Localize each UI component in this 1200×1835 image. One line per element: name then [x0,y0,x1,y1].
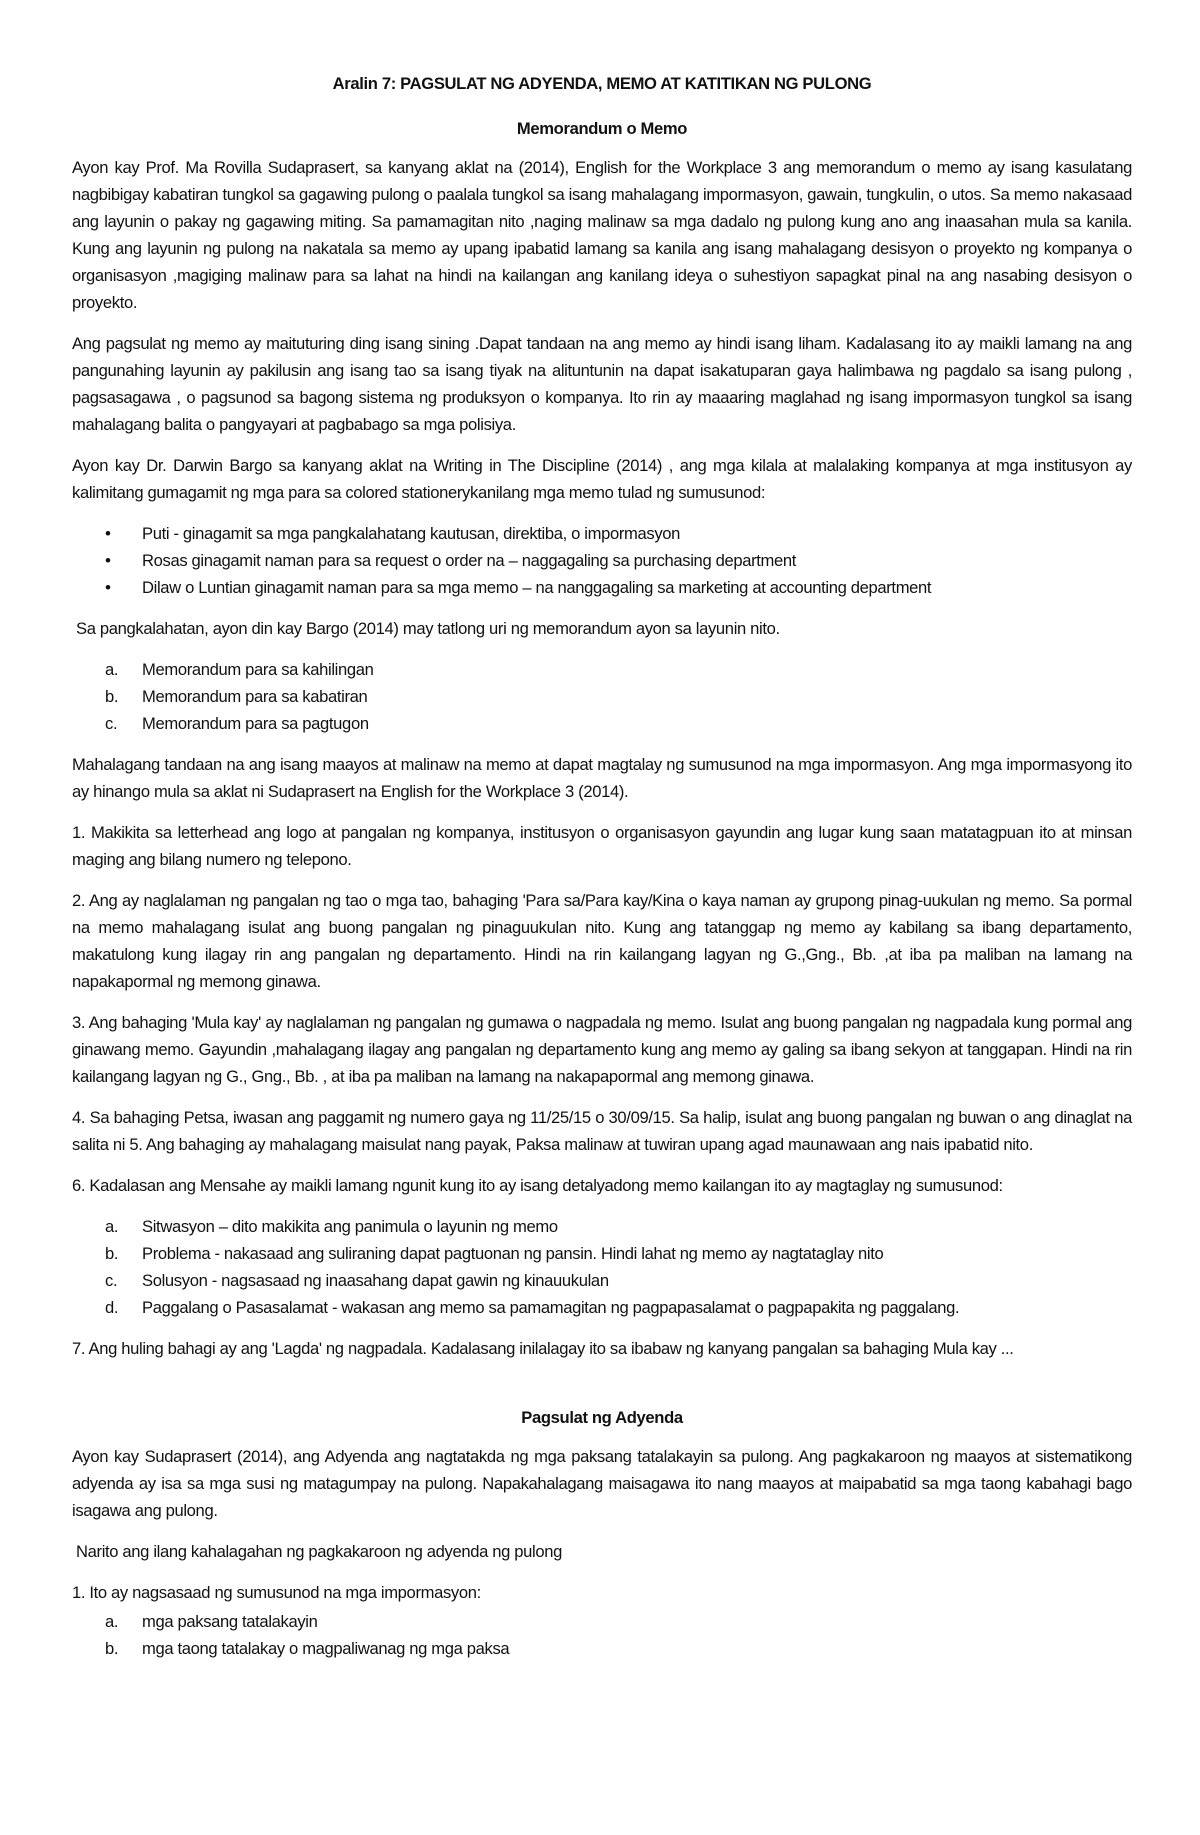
paragraph-memo-art: Ang pagsulat ng memo ay maituturing ding isang sining .Dapat tandaan na ang memo ay hindi isang liham. Kadalasang ito ay maikli lamang na ang pangunahing layunin ay pakilusin ang isang tao sa isang tiyak na alituntunin na dapat isakatuparan gaya halimbawa ng pagdalo sa isang pulong , pagsasagawa , o pagsunod sa bagong sistema ng produksyon o kompanya. Ito rin ay maaaring maglahad ng isang impormasyon tungkol sa isang mahalagang balita o pangyayari at pagbabago sa mga polisiya. [72,334,1132,434]
list-marker: a. [105,1217,119,1236]
message-parts-list [72,1213,1132,1321]
list-text: mga taong tatalakay o magpaliwanag ng mga paksa [142,1639,510,1658]
list-text: Memorandum para sa pagtugon [142,714,369,733]
memo-type-item [72,656,1132,683]
message-part-item [72,1294,1132,1321]
paragraph-bargo-colors: Ayon kay Dr. Darwin Bargo sa kanyang aklat na Writing in The Discipline (2014) , ang mga kilala at malalaking kompanya at mga institusyon ay kalimitang gumagamit ng mga para sa colored stationerykanilang mga memo tulad ng sumusunod: [72,456,1132,502]
list-marker: b. [105,1639,119,1658]
memo-type-item [72,710,1132,737]
list-text: Memorandum para sa kabatiran [142,687,368,706]
color-item-yellow-green: • Dilaw o Luntian ginagamit naman para sa mga memo – na nanggagaling sa marketing at accounting department [72,574,1132,601]
numbered-item-4: 4. Sa bahaging Petsa, iwasan ang paggamit ng numero gaya ng 11/25/15 o 30/09/15. Sa halip, isulat ang buong pangalan ng buwan o ang dinaglat na salita ni 5. Ang bahaging ay mahalagang maisulat nang payak, Paksa malinaw at tuwiran upang agad maunawaan ang nais ipabatid nito. [72,1108,1132,1154]
numbered-item-3: 3. Ang bahaging 'Mula kay' ay naglalaman ng pangalan ng gumawa o nagpadala ng memo. Isulat ang buong pangalan ng nagpadala kung pormal ang ginawang memo. Gayundin ,mahalagang ilagay ang pangalan ng departamento kung ang memo ay galing sa ibang sekyon at tanggapan. Hindi na rin kailangang lagyan ng G., Gng., Bb. , at iba pa maliban na lamang na nakapapormal ang memong ginawa. [72,1013,1132,1086]
list-marker: d. [105,1298,119,1317]
agenda-info-item [72,1608,1132,1635]
list-marker: c. [105,714,118,733]
list-marker: a. [105,660,119,679]
paragraph-memo-types-intro: Sa pangkalahatan, ayon din kay Bargo (2014) may tatlong uri ng memorandum ayon sa layunin nito. [76,619,780,638]
list-text: Sitwasyon – dito makikita ang panimula o layunin ng memo [142,1217,558,1236]
paragraph-memo-contents: Mahalagang tandaan na ang isang maayos at malinaw na memo at dapat magtalay ng sumusunod na mga impormasyon. Ang mga impormasyong ito ay hinango mula sa aklat ni Sudaprasert na English for the Workplace 3 (2014). [72,755,1132,801]
agenda-info-list [72,1608,1132,1662]
paragraph-memo-definition: Ayon kay Prof. Ma Rovilla Sudaprasert, sa kanyang aklat na (2014), English for the Workplace 3 ang memorandum o memo ay isang kasulatang nagbibigay kabatiran tungkol sa gagawing pulong o paalala tungkol sa isang mahalagang impormasyon, gawain, tungkulin, o utos. Sa memo nakasaad ang layunin o pakay ng gagawing miting. Sa pamamagitan nito ,naging malinaw sa mga dadalo ng pulong kung ano ang inaasahan mula sa kanila. Kung ang layunin ng pulong na nakatala sa memo ay upang ipabatid lamang sa kanila ang isang mahalagang desisyon o proyekto ng kompanya o organisasyon ,magiging malinaw para sa lahat na hindi na kailangan ang kanilang ideya o suhestiyon sapagkat pinal na ang nasabing desisyon o proyekto. [72,158,1132,312]
memo-types-list [72,656,1132,737]
list-text: mga paksang tatalakayin [142,1612,318,1631]
list-marker: b. [105,687,119,706]
color-list [72,520,1132,601]
numbered-item-7: 7. Ang huling bahagi ay ang 'Lagda' ng nagpadala. Kadalasang inilalagay ito sa ibabaw ng kanyang pangalan sa bahaging Mula kay ... [72,1339,1014,1358]
numbered-item-1: 1. Makikita sa letterhead ang logo at pangalan ng kompanya, institusyon o organisasyon gayundin ang lugar kung saan matatagpuan ito at minsan maging ang bilang numero ng telepono. [72,823,1132,869]
color-item-pink: • Rosas ginagamit naman para sa request o order na – naggagaling sa purchasing department [72,547,1132,574]
agenda-info-item [72,1635,1132,1662]
list-marker: b. [105,1244,119,1263]
lesson-title: Aralin 7: PAGSULAT NG ADYENDA, MEMO AT KATITIKAN NG PULONG [332,74,872,93]
paragraph-agenda-definition: Ayon kay Sudaprasert (2014), ang Adyenda ang nagtatakda ng mga paksang tatalakayin sa pulong. Ang pagkakaroon ng maayos at sistematikong adyenda ay isa sa mga susi ng matagumpay na pulong. Napakahalagang maisagawa ito nang maayos at maipabatid sa mga taong kabahagi bago isagawa ang pulong. [72,1447,1132,1520]
agenda-item-1: 1. Ito ay nagsasaad ng sumusunod na mga impormasyon: [72,1583,481,1602]
memo-type-item [72,683,1132,710]
message-part-item [72,1213,1132,1240]
agenda-heading: Pagsulat ng Adyenda [521,1408,683,1427]
list-text: Memorandum para sa kahilingan [142,660,374,679]
paragraph-agenda-importance: Narito ang ilang kahalagahan ng pagkakaroon ng adyenda ng pulong [76,1542,562,1561]
list-text: Paggalang o Pasasalamat - wakasan ang memo sa pamamagitan ng pagpapasalamat o pagpapakita ng paggalang. [142,1298,960,1317]
list-text: Solusyon - nagsasaad ng inaasahang dapat gawin ng kinauukulan [142,1271,609,1290]
list-text: Problema - nakasaad ang suliraning dapat pagtuonan ng pansin. Hindi lahat ng memo ay nagtataglay nito [142,1244,884,1263]
color-item-white: • Puti - ginagamit sa mga pangkalahatang kautusan, direktiba, o impormasyon [72,520,1132,547]
list-marker: c. [105,1271,118,1290]
message-part-item [72,1240,1132,1267]
message-part-item [72,1267,1132,1294]
memo-heading: Memorandum o Memo [516,119,688,138]
numbered-item-6: 6. Kadalasan ang Mensahe ay maikli lamang ngunit kung ito ay isang detalyadong memo kailangan ito ay magtaglay ng sumusunod: [72,1176,1003,1195]
list-marker: a. [105,1612,119,1631]
numbered-item-2: 2. Ang ay naglalaman ng pangalan ng tao o mga tao, bahaging 'Para sa/Para kay/Kina o kaya naman ay grupong pinag-uukulan ng memo. Sa pormal na memo mahalagang isulat ang buong pangalan ng pinaguukulan nito. Kung ang tatanggap ng memo ay kabilang sa ibang departamento, makatulong kung ilagay rin ang pangalan ng departamento. Hindi na rin kailangang lagyan ng G.,Gng., Bb. ,at iba pa maliban na lamang na napakapormal ng memong ginawa. [72,891,1132,991]
